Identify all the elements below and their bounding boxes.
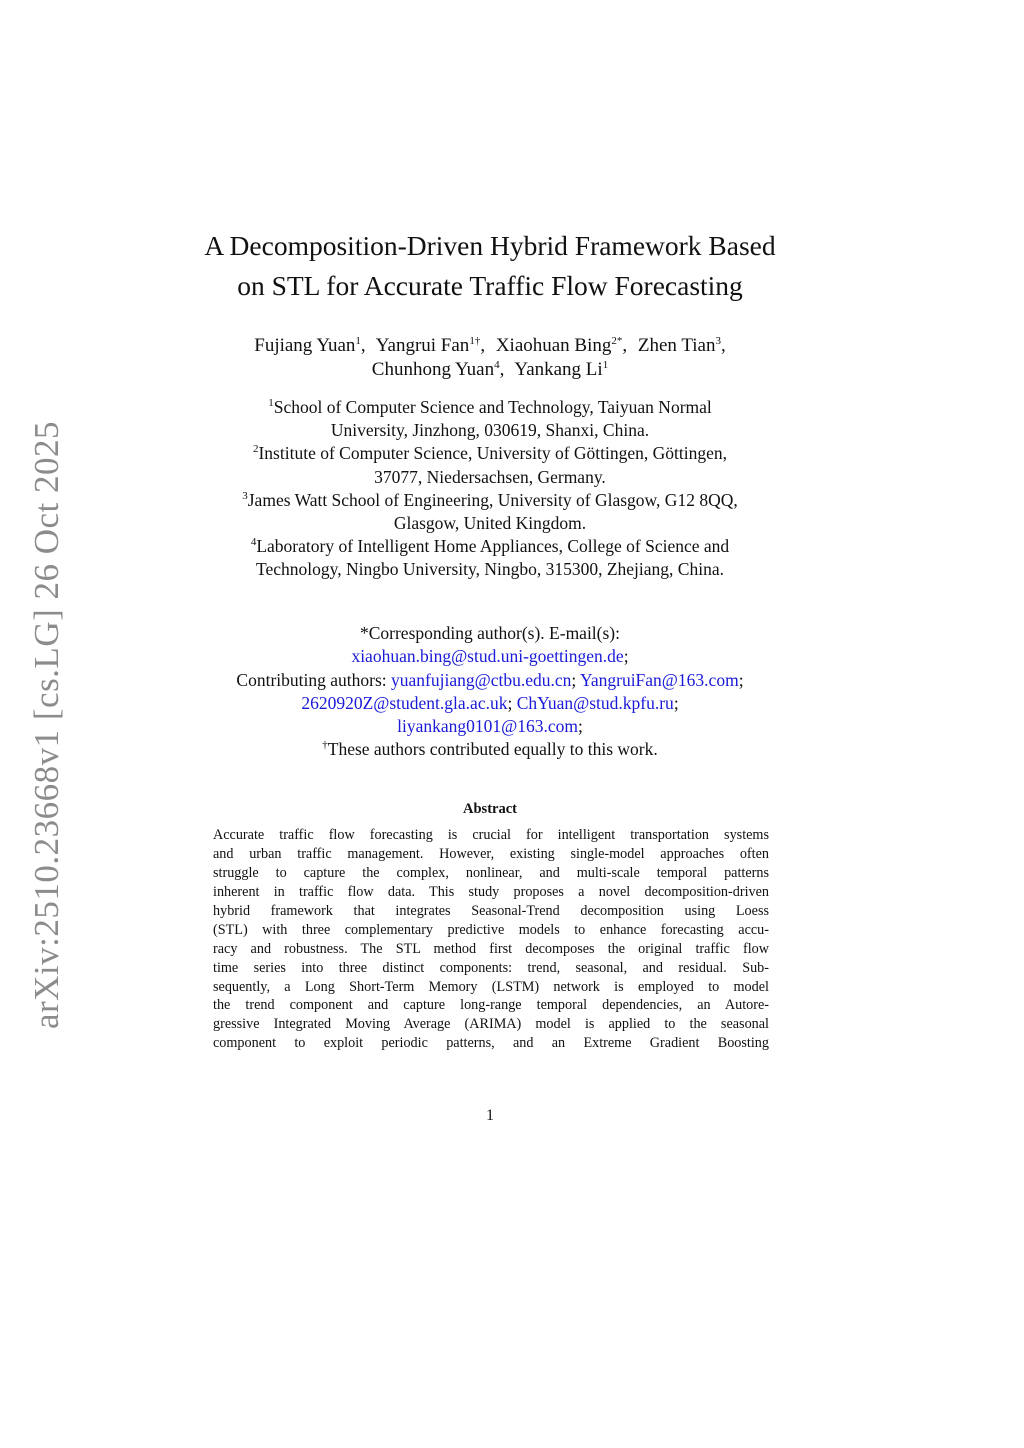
correspondence-block: *Corresponding author(s). E-mail(s): xiaohuan.bing@stud.uni-goettingen.de; Contributing authors: yuanfujiang@ctbu.edu.cn; YangruiFan@163.com; 2620920Z@student.gla.ac.uk; ChYuan@stud.kpfu.ru; liyankang0101@163.com; †These authors contributed equally to this work. (140, 622, 840, 762)
author: Xiaohuan Bing$^{2*}$ (495, 335, 623, 356)
contributing-email-link[interactable]: YangruiFan@163.com (579, 669, 739, 690)
abstract-line: and urban traffic management. However, existing single-model approaches often (213, 845, 769, 862)
title-line-2: on STL for Accurate Traffic Flow Forecasting (237, 270, 743, 301)
affiliation-2: $^2$Institute of Computer Science, University of Göttingen, Göttingen, 37077, Niedersachsen, Germany. (252, 443, 728, 487)
equal-contribution-note: †These authors contributed equally to this work. (322, 739, 658, 760)
affiliation-4: $^4$Laboratory of Intelligent Home Appliances, College of Science and Technology, Ningbo University, Ningbo, 315300, Zhejiang, China. (250, 536, 730, 580)
abstract-text (213, 826, 769, 1053)
author-list: Fujiang Yuan$^1$, Yangrui Fan$^{1\dagger}$, Xiaohuan Bing$^{2*}$, Zhen Tian$^3$, Chunhong Yuan$^4$, Yankang Li$^1$ (254, 335, 726, 380)
arxiv-identifier-stamp: arXiv:2510.23668v1 [cs.LG] 26 Oct 2025 (27, 420, 66, 1030)
affiliation-3: $^3$James Watt School of Engineering, University of Glasgow, G12 8QQ, Glasgow, United Kingdom. (242, 489, 738, 534)
title-line-1: A Decomposition-Driven Hybrid Framework Based (204, 230, 776, 261)
abstract-line: the trend component and capture long-range temporal dependencies, an Autore- (213, 997, 769, 1014)
author: Zhen Tian$^3$ (637, 335, 721, 356)
abstract-line: component to exploit periodic patterns, and an Extreme Gradient Boosting (213, 1035, 769, 1052)
author: Yangrui Fan$^{1\dagger}$ (375, 335, 481, 356)
abstract-line: inherent in traffic flow data. This study proposes a novel decomposition-driven (213, 883, 769, 900)
contributing-email-link[interactable]: yuanfujiang@ctbu.edu.cn (391, 669, 572, 690)
corresponding-label: *Corresponding author(s). E-mail(s): (359, 623, 620, 643)
author: Yankang Li$^1$ (514, 359, 609, 380)
abstract-line: sequently, a Long Short-Term Memory (LSTM) network is employed to model (213, 978, 769, 995)
abstract-heading: Abstract (463, 801, 517, 817)
contributing-email-link[interactable]: ChYuan@stud.kpfu.ru (516, 692, 674, 713)
abstract-line: hybrid framework that integrates Seasonal-Trend decomposition using Loess (213, 902, 769, 919)
contributing-email-link[interactable]: liyankang0101@163.com (397, 716, 578, 737)
author: Chunhong Yuan$^4$ (371, 359, 500, 380)
author: Fujiang Yuan$^1$ (254, 335, 361, 356)
corresponding-email-link[interactable]: xiaohuan.bing@stud.uni-goettingen.de (351, 646, 624, 667)
abstract-line: gressive Integrated Moving Average (ARIMA) model is applied to the seasonal (213, 1016, 769, 1033)
page-number: 1 (486, 1107, 494, 1124)
paper-title (140, 226, 840, 306)
contributing-email-link[interactable]: 2620920Z@student.gla.ac.uk (301, 692, 508, 713)
abstract-line: racy and robustness. The STL method first decomposes the original traffic flow (213, 940, 769, 957)
affiliation-1: $^1$School of Computer Science and Technology, Taiyuan Normal University, Jinzhong, 030619, Shanxi, China. (268, 397, 712, 441)
abstract-line: time series into three distinct components: trend, seasonal, and residual. Sub- (213, 959, 769, 976)
contributing-label: Contributing authors: (236, 669, 387, 690)
abstract-line: struggle to capture the complex, nonlinear, and multi-scale temporal patterns (213, 864, 769, 881)
abstract-line: (STL) with three complementary predictive models to enhance forecasting accu- (213, 921, 769, 938)
affiliation-list (150, 396, 830, 582)
abstract-line: Accurate traffic flow forecasting is crucial for intelligent transportation systems (213, 827, 769, 843)
